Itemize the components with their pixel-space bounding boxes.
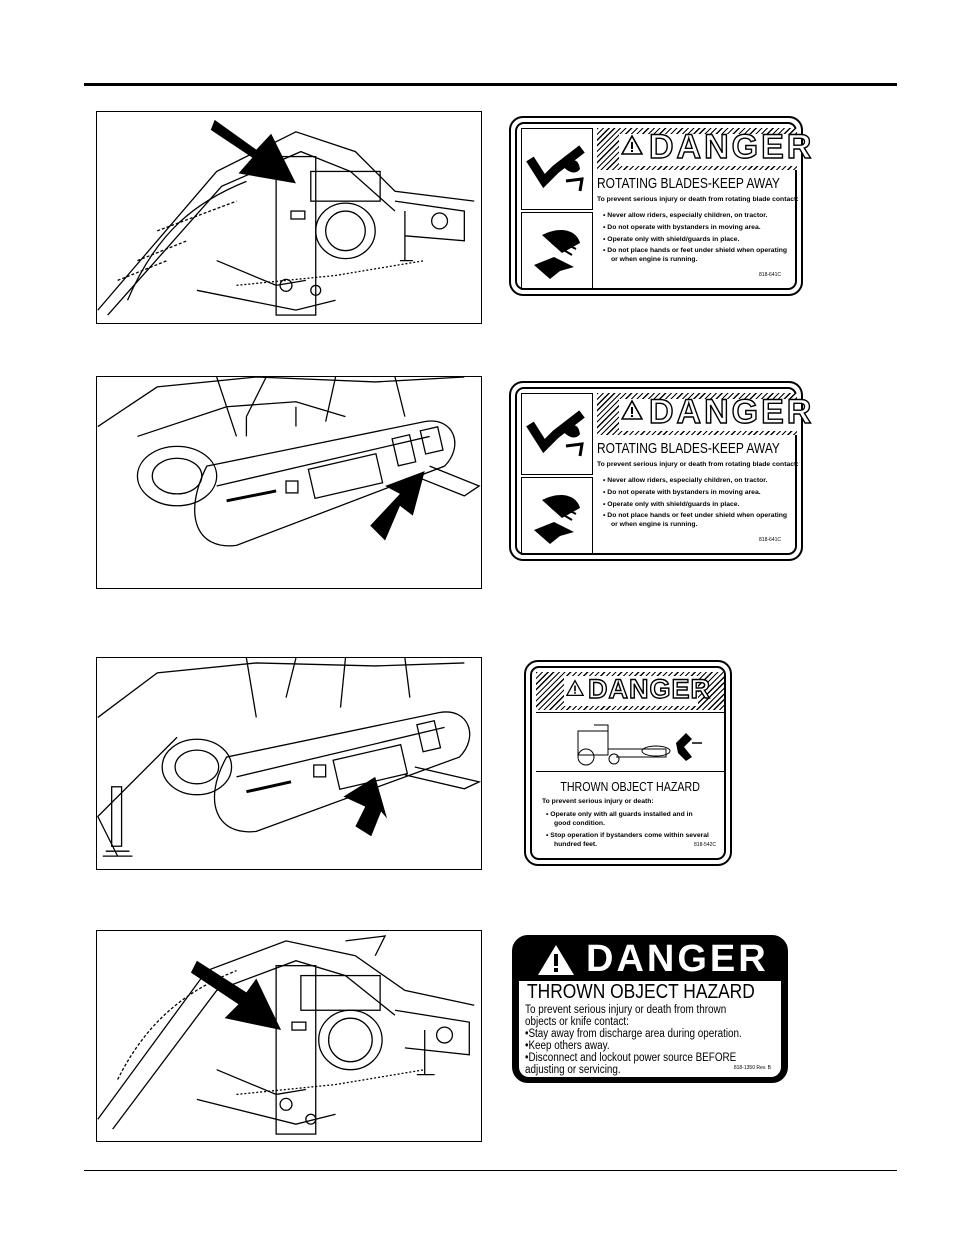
arrow-icon: [370, 471, 424, 540]
decal-heading: ROTATING BLADES-KEEP AWAY: [597, 440, 780, 457]
signal-word: DANGER: [649, 128, 815, 166]
mower-photo-1: [96, 111, 482, 324]
foot-blade-icon: [521, 212, 593, 290]
mower-photo-4: [96, 930, 482, 1142]
decal-bullets: • Operate only with all guards installed and in good condition. • Stop operation if bystanders come within several hundred feet.: [546, 811, 709, 848]
danger-decal-thrown-object-2: [512, 935, 788, 1083]
hand-blade-icon: [521, 393, 593, 475]
decal-intro: To prevent serious injury or death from rotating blade contact:: [597, 461, 799, 468]
hand-blade-icon: [521, 128, 593, 210]
signal-word: DANGER: [588, 674, 712, 704]
danger-header: [536, 672, 724, 710]
thrown-object-pictogram: [536, 712, 724, 772]
decal-intro: To prevent serious injury or death from rotating blade contact:: [597, 196, 799, 203]
danger-decal-thrown-object-1: [524, 660, 732, 866]
danger-header: [514, 937, 786, 981]
part-number: 818-1350 Rev. B: [733, 1065, 771, 1071]
danger-decal-rotating-blades-1: [509, 116, 815, 296]
signal-word: DANGER: [586, 938, 769, 980]
decal-heading: THROWN OBJECT HAZARD: [527, 981, 755, 1003]
danger-header: [597, 393, 815, 435]
decal-heading: THROWN OBJECT HAZARD: [560, 779, 700, 794]
mower-photo-2: [96, 376, 482, 589]
decal-body: To prevent serious injury or death from thrown objects or knife contact: •Stay away from discharge area during operation. •Keep others away. •Disconnect and lockout power source BEFORE adjusting or servicing.: [525, 1004, 742, 1076]
warning-triangle-icon: [621, 399, 643, 426]
decal-bullets: • Never allow riders, especially children, on tractor. • Do not operate with bystanders in moving area. • Operate only with shield/guards in place. • Do not place hands or feet under shield when operating or when engine is running.: [603, 477, 788, 528]
part-number: 818-542C: [694, 842, 716, 848]
part-number: 818-641C: [759, 272, 781, 278]
warning-triangle-icon: [536, 943, 576, 982]
arrow-icon: [211, 120, 296, 183]
decal-heading: ROTATING BLADES-KEEP AWAY: [597, 175, 780, 192]
part-number: 818-641C: [759, 537, 781, 543]
signal-word: DANGER: [649, 393, 815, 431]
foot-blade-icon: [521, 477, 593, 555]
header-rule: [84, 83, 897, 86]
decal-intro: To prevent serious injury or death:: [542, 798, 654, 805]
mower-photo-3: [96, 657, 482, 870]
warning-triangle-icon: [566, 679, 584, 702]
warning-triangle-icon: [621, 134, 643, 161]
danger-decal-rotating-blades-2: [509, 381, 815, 561]
decal-bullets: • Never allow riders, especially children, on tractor. • Do not operate with bystanders in moving area. • Operate only with shield/guards in place. • Do not place hands or feet under shield when operating or when engine is running.: [603, 212, 788, 263]
footer-rule: [84, 1170, 897, 1171]
mower-illustration: [97, 112, 481, 323]
danger-header: [597, 128, 815, 170]
